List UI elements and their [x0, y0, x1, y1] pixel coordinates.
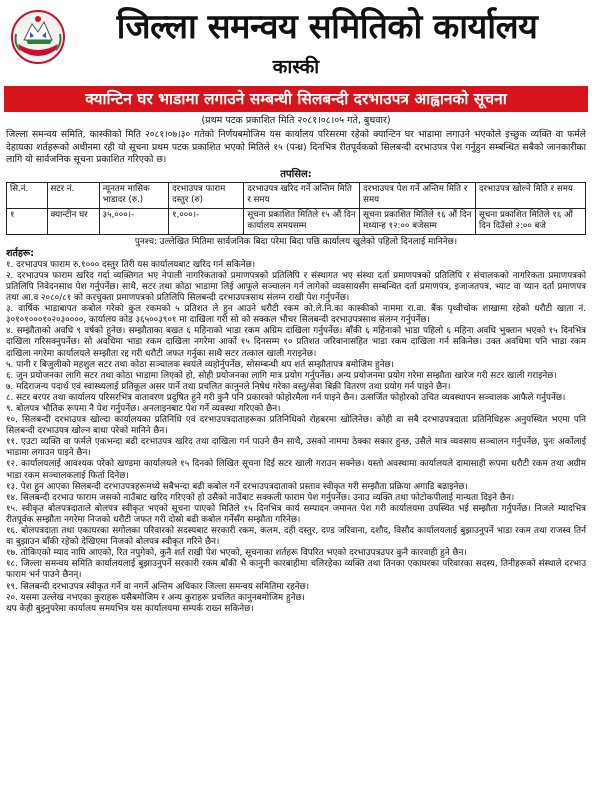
- postscript: पुनश्च: उल्लेखित मितिमा सार्वजनिक बिदा परेमा बिदा पछि कार्यालय खुलेको पहिलो दिनलाई मानिनेछ।: [134, 236, 458, 247]
- terms-list: [6, 260, 586, 615]
- term-item: १६. बोलपत्रदाता तथा एकाघरका सगोलका परिवारको सदस्यबाट सरकारी रकम, कलम, दही दस्तुर, दण्ड जरिवाना, दशौद, विसौद कार्यालयलाई बुझाउनुपर्ने भाडा रकम तथा राजस्व तिर्न वा बुझाउन बाँकी रहेको देखिएमा निजको बोलपत्र स्वीकृत गरिने छैन।: [6, 526, 586, 548]
- col-min-rent: न्यूनतम मासिक भाडादर (रु.): [99, 182, 168, 208]
- term-item: १४. सिलबन्दी दरभाउ फाराम जसको नाउँबाट खरिद गरिएको हो उसैको नाउँबाट सक्कली फाराम पेश गर्नुपर्नेछ। उनाउ व्यक्ति तथा फोटोकपीलाई मान्यता दिइने छैन।: [6, 492, 515, 503]
- col-shutter-no: सटर नं.: [47, 182, 99, 208]
- term-item: ५. पानी र बिजुलीको महशुल सटर तथा कोठा सञ्चालक स्वयंले व्यहोर्नुपर्नेछ, सोसम्बन्धी थप शर्त सम्झौतापत्र बमोजिम हुनेछ।: [6, 359, 394, 370]
- terms-heading: शर्तहरू:: [6, 247, 35, 259]
- term-item: थप केही बुझ्नुपरेमा कार्यालय समयभित्र यस कार्यालयमा सम्पर्क राख्न सकिनेछ।: [6, 603, 254, 614]
- col-form-fee: दरभाउपत्र फाराम दस्तुर (रु): [169, 182, 244, 208]
- col-purchase-deadline: दरभाउपत्र खरिद गर्ने अन्तिम मिति र समय: [244, 182, 360, 208]
- col-opening-time: दरभाउपत्र खोल्ने मिति र समय: [475, 182, 585, 208]
- term-item: ११. एउटा व्यक्ति वा फर्मले एकभन्दा बढी दरभाउपत्र खरिद तथा दाखिला गर्न पाउने छैन साथै, उसको नाममा ठेक्का सकार हुन्छ, उसैले मात्र व्यवसाय सञ्चालन गर्नुपर्नेछ, पुनः अर्कोलाई भाडामा लगाउन पाइने छैन।: [6, 437, 586, 459]
- term-item: १. दरभाउपत्र फाराम रु.१००० दस्तुर तिरी यस कार्यालयबाट खरिद गर्न सकिनेछ।: [6, 259, 256, 270]
- term-item: १३. पेश हुन आएका सिलबन्दी दरभाउपत्रहरूमध्ये सबैभन्दा बढी कबोल गर्ने दरभाउपत्रदाताको प्रस्ताव स्वीकृत गरी सम्झौता प्रक्रिया अगाडि बढाइनेछ।: [6, 481, 468, 492]
- term-item: २०. यसमा उल्लेख नभएका कुराहरू यसैबमोजिम र अन्य कुराहरू प्रचलित कानुनबमोजिम हुनेछ।: [6, 592, 305, 603]
- term-item: ६. जुन प्रयोजनका लागि सटर तथा कोठा भाडामा लिएको हो, सोही प्रयोजनका लागि मात्र प्रयोग गर्नुपर्नेछ। अन्य प्रयोजनमा प्रयोग गरेमा सम्झौता खारेज गरी सटर खाली गराइनेछ।: [6, 370, 557, 381]
- details-table: [6, 182, 586, 235]
- term-item: ४. सम्झौताको अवधि ९ वर्षको हुनेछ। सम्झौताका बखत ६ महिनाको भाडा रकम अग्रिम दाखिला गर्नुपर्नेछ। बाँकी ६ महिनाको भाडा पहिलो ६ महिना अवधि भुक्तान भएको १५ दिनभित्र दाखिला गरिसक्नुपर्नेछ। सो अवधिमा भाडा रकम दाखिला नगरेमा आर्को १५ दिनसम्म १० प्रतिशत जरिवानासहित भाडा रकम दाखिला गर्न सकिनेछ। उक्त अवधिमा पनि भाडा रकम दाखिला नगरेमा कार्यालयले सम्झौता रद्द गरी धरौटी जफत गर्नुका साथै सटर तत्काल खाली गराइनेछ।: [6, 326, 586, 359]
- term-item: ७. मदिराजन्य पदार्थ एवं स्वास्थ्यलाई प्रतिकूल असर पार्ने तथा प्रचलित कानुनले निषेध गरेका वस्तु/सेवा बिक्री वितरण तथा प्रयोग गर्न पाइने छैन।: [6, 381, 451, 392]
- cell-serial: १: [7, 208, 48, 234]
- cell-min-rent: ३५,०००।-: [99, 208, 168, 234]
- col-serial: सि.नं.: [7, 182, 48, 208]
- term-item: २. दरभाउपत्र फाराम खरिद गर्दा व्यक्तिगत भए नेपाली नागरिकताको प्रमाणपत्रको प्रतिलिपि र संस्थागत भए संस्था दर्ता प्रमाणपत्रको प्रतिलिपि र संचालकको नागरिकता प्रमाणपत्रको प्रतिलिपि निवेदनसाथ पेश गर्नुपर्नेछ। साथै, सटर तथा कोठा भाडामा लिई आफूले सञ्चालन गर्न लागेको व्यवसायसँग सम्बन्धित दर्ता प्रमाणपत्र, इजाजतपत्र, भ्याट वा प्यान दर्ता प्रमाणपत्र तथा आ.व २०८०/८१ को करचुक्ता प्रमाणपत्रको प्रतिलिपि सिलबन्दी दरभाउपत्रसाथ संलग्न राखी पेश गर्नुपर्नेछ।: [6, 270, 586, 304]
- table-title: तपसिल:: [280, 168, 312, 180]
- term-item: १९. सिलबन्दी दरभाउपत्र स्वीकृत गर्ने वा नगर्ने अन्तिम अधिकार जिल्ला समन्वय समितिमा रहनेछ।: [6, 581, 310, 592]
- intro-paragraph: जिल्ला समन्वय समिति, कास्कीको मिति २०८१।०७।३० गतेको निर्णयबमोजिम यस कार्यालय परिसरमा रहेको क्यान्टिन घर भाडामा लगाउने भएकोले इच्छुक व्यक्ति वा फर्मले देहायका शर्तहरूको अधीनमा रही यो सूचना प्रथम पटक प्रकाशित भएको मितिले १५ (पन्ध्र) दिनभित्र रीतपूर्वकको सिलबन्दी दरभाउपत्र पेश गर्नुहुन सम्बन्धित सबैको जानकारीका लागि यो सार्वजनिक सूचना प्रकाशित गरिएको छ।: [6, 129, 586, 166]
- cell-submit-deadline: सूचना प्रकाशित मितिले १६ औं दिन मध्यान्ह १२:०० बजेसम्म: [360, 208, 476, 234]
- notice-banner: क्यान्टिन घर भाडामा लगाउने सम्बन्धी सिलबन्दी दरभाउपत्र आह्वानको सूचना: [4, 86, 588, 112]
- header: [6, 4, 586, 86]
- table-header-row: [7, 182, 586, 208]
- col-submit-deadline: दरभाउपत्र पेश गर्ने अन्तिम मिति र समय: [360, 182, 476, 208]
- term-item: १०. सिलबन्दी दरभाउपत्र खोल्दा कार्यालयका प्रतिनिधि एवं दरभाउपत्रदाताहरूका प्रतिनिधिको रोहबरमा खोलिनेछ। कोही वा सबै दरभाउपत्रदाता प्रतिनिधिहरू अनुपस्थित भएमा पनि सिलबन्दी दरभाउपत्र खोल्न बाधा परेको मानिने छैन।: [6, 415, 586, 437]
- term-item: १५. स्वीकृत बोलपत्रदाताले बोलपत्र स्वीकृत भएको सूचना पाएको मितिले १५ दिनभित्र कार्य सम्पादन जमानत पेश गरी कार्यालयमा उपस्थित भई सम्झौता गर्नुपर्नेछ। निजले म्यादभित्र रीतपूर्वक सम्झौता नगरेमा निजको धरौटी जफत गरी दोस्रो बढी कबोल गर्नेसँग सम्झौता गरिनेछ।: [6, 503, 586, 525]
- term-item: ८. सटर बरपर तथा कार्यालय परिसरभित्र वातावरण प्रदुषित हुने गरी कुनै पनि प्रकारको फोहोरमैला गर्न पाइने छैन। उत्सर्जित फोहोरको उचित व्यवस्थापन सञ्चालक आफैले गर्नुपर्नेछ।: [6, 392, 566, 403]
- term-item: १७. तोकिएको म्याद नाघि आएको, रित नपुगेको, कुनै शर्त राखी पेश भएको, सूचनाका शर्तहरू विपरित भएको दरभाउपत्रउपर कुनै कारवाही हुने छैन।: [6, 548, 467, 559]
- term-item: १८. जिल्ला समन्वय समिति कार्यालयलाई बुझाउनुपर्ने सरकारी रकम बाँकी भै कानुनी कारबाहीमा चलिरहेका व्यक्ति तथा तिनका एकाघरका परिवारका सदस्य, तिनीहरूको संस्थाले दरभाउ फाराम भर्न पाउने छैनन्।: [6, 559, 586, 581]
- cell-purchase-deadline: सूचना प्रकाशित मितिले १५ औं दिन कार्यालय समयसम्म: [244, 208, 360, 234]
- cell-shutter-no: क्यान्टीन घर: [47, 208, 99, 234]
- cell-opening-time: सूचना प्रकाशित मितिले १६ औं दिन दिउँसो २:०० बजे: [475, 208, 585, 234]
- term-item: ३. वार्षिक भाडाबापत कबोल गरेको कुल रकमको ५ प्रतिशत ले हुन आउने धरौटी रकम को.ले.नि.का कास्कीको नाममा रा.वा. बैंक पृथ्वीचोक शाखामा रहेको धरौटी खाता नं. ३०१०१०००१०२०३००००, कार्यालय कोड ३६५००३९०१ मा दाखिला गरी सो को सक्कल भौचर सिलबन्दी दरभाउपत्रसाथ संलग्न गर्नुपर्नेछ।: [6, 304, 586, 326]
- term-item: १२. कार्यालयलाई आवश्यक परेको खण्डमा कार्यालयले १५ दिनको लिखित सूचना दिई सटर खाली गराउन सक्नेछ। यस्तो अवस्थामा कार्यालयले दामासाही रूपमा धरौटी रकम तथा अग्रीम भाडा रकम सञ्चालकलाई फिर्ता दिनेछ।: [6, 459, 586, 481]
- publication-note: (प्रथम पटक प्रकाशित मिति २०८१।०८।०५ गते, बुधवार): [201, 115, 391, 126]
- office-title: जिल्ला समन्वय समितिको कार्यालय: [116, 7, 538, 47]
- cell-form-fee: १,०००।-: [169, 208, 244, 234]
- table-row: [7, 208, 586, 234]
- term-item: ९. बोलपत्र भौतिक रूपमा नै पेश गर्नुपर्नेछ। अनलाइनबाट पेश गर्ने व्यवस्था गरिएको छैन।: [6, 404, 281, 414]
- district-name: कास्की: [272, 56, 320, 78]
